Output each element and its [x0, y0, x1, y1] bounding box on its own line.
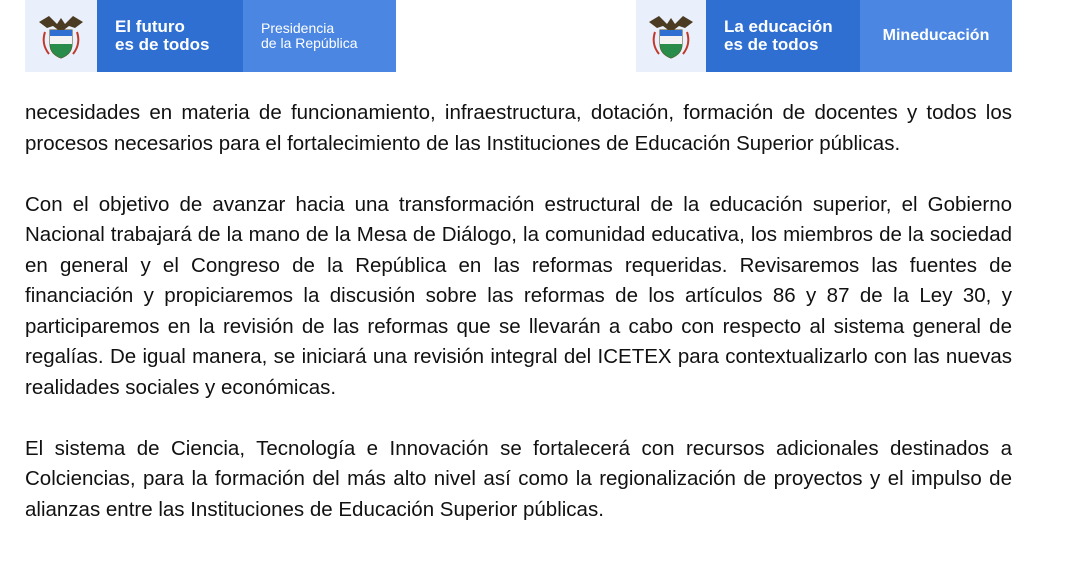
colombia-coat-of-arms-icon	[35, 10, 87, 62]
entity-presidencia	[243, 0, 396, 72]
crest-container-right	[636, 0, 706, 72]
slogan-el-futuro	[97, 0, 243, 72]
slogan-line-2: es de todos	[724, 35, 819, 54]
slogan-la-educacion	[706, 0, 860, 72]
header-right-banner	[636, 0, 1012, 72]
slogan-line-1: El futuro	[115, 17, 185, 36]
paragraph: El sistema de Ciencia, Tecnología e Innovación se fortalecerá con recursos adicionales destinados a Colciencias, para la formación del más alto nivel así como la regionalización de proyectos y el impulso de alianzas entre las Instituciones de Educación Superior públicas.	[25, 436, 1012, 521]
slogan-line-1: La educación	[724, 17, 833, 36]
entity-line-1: Presidencia	[261, 20, 335, 36]
paragraph: necesidades en materia de funcionamiento, infraestructura, dotación, formación de docentes y todos los procesos necesarios para el fortalecimiento de las Instituciones de Educación Superior públicas.	[25, 101, 1012, 155]
document-body	[25, 98, 1012, 525]
paragraph: Con el objetivo de avanzar hacia una transformación estructural de la educación superior, el Gobierno Nacional trabajará de la mano de la Mesa de Diálogo, la comunidad educativa, los miembros de la sociedad en general y el Congreso de la República en las reformas requeridas. Revisaremos las fuentes de financiación y propiciaremos la discusión sobre las reformas de los artículos 86 y 87 de la Ley 30, y participaremos en la revisión de las reformas que se llevarán a cabo con respecto al sistema general de regalías. De igual manera, se iniciará una revisión integral del ICETEX para contextualizarlo con las nuevas realidades sociales y económicas.	[25, 192, 1012, 399]
entity-mineducacion	[860, 0, 1012, 72]
colombia-coat-of-arms-icon	[645, 10, 697, 62]
entity-line-2: de la República	[261, 35, 358, 51]
crest-container-left	[25, 0, 97, 72]
header-left-banner	[25, 0, 396, 72]
entity-label: Mineducación	[882, 27, 990, 44]
slogan-line-2: es de todos	[115, 35, 210, 54]
